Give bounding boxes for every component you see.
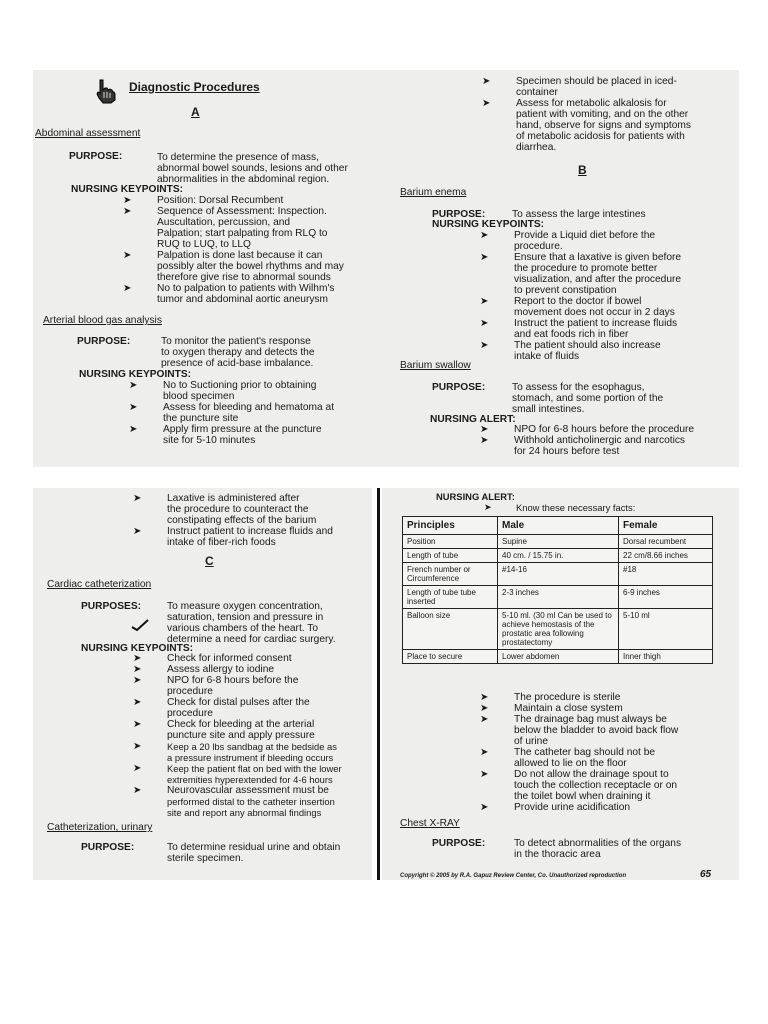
list-item: NPO for 6-8 hours before the: [167, 675, 299, 686]
copyright-notice: Copyright © 2005 by R.A. Gapuz Review Center, Co. Unauthorized reproduction: [400, 873, 627, 879]
arrowhead-bullet-icon: ➤: [480, 230, 489, 241]
list-item: site for 5-10 minutes: [163, 435, 256, 446]
table-cell: #14-16: [498, 563, 619, 586]
list-item: Assess for bleeding and hematoma at: [163, 402, 335, 413]
purpose-line: determine a need for cardiac surgery.: [167, 634, 336, 645]
list-item: Palpation is done last because it can: [157, 250, 323, 261]
table-row: [403, 549, 713, 563]
arrowhead-bullet-icon: ➤: [123, 206, 132, 217]
table-row: [403, 535, 713, 549]
purpose-line: To measure oxygen concentration,: [167, 601, 323, 612]
list-item: for 24 hours before test: [514, 446, 620, 457]
page-number: 65: [700, 869, 712, 880]
catheter-facts-table: [402, 516, 713, 664]
list-item: constipating effects of the barium: [167, 515, 317, 526]
table-cell: Lower abdomen: [498, 650, 619, 664]
keypoints-label: NURSING KEYPOINTS:: [81, 643, 194, 654]
list-item: The catheter bag should not be: [514, 747, 656, 758]
arrowhead-bullet-icon: ➤: [133, 664, 142, 675]
list-item: of urine: [514, 736, 548, 747]
list-item: NPO for 6-8 hours before the procedure: [514, 424, 695, 435]
arrowhead-bullet-icon: ➤: [480, 435, 489, 446]
table-cell: Dorsal recumbent: [619, 535, 713, 549]
table-cell: Supine: [498, 535, 619, 549]
list-item: of metabolic acidosis for patients with: [516, 131, 685, 142]
purpose-line: in the thoracic area: [514, 849, 601, 860]
arrowhead-bullet-icon: ➤: [484, 502, 492, 512]
table-cell: 22 cm/8.66 inches: [619, 549, 713, 563]
alert-intro: Know these necessary facts:: [516, 502, 636, 513]
list-item: Instruct the patient to increase fluids: [514, 318, 678, 329]
table-cell: 40 cm. / 15.75 in.: [498, 549, 619, 563]
list-item: Instruct patient to increase fluids and: [167, 526, 333, 537]
list-item: below the bladder to avoid back flow: [514, 725, 679, 736]
table-header-row: [403, 517, 713, 535]
arrowhead-bullet-icon: ➤: [133, 741, 142, 752]
purpose-label: PURPOSE:: [432, 209, 486, 220]
list-item: Withhold anticholinergic and narcotics: [514, 435, 686, 446]
table-cell: 6-9 inches: [619, 586, 713, 609]
list-item: Report to the doctor if bowel: [514, 296, 642, 307]
table-row: [403, 586, 713, 609]
heading-barium-swallow: Barium swallow: [400, 360, 471, 371]
list-item: allowed to lie on the floor: [514, 758, 627, 769]
list-item: a pressure instrument if bleeding occurs: [167, 752, 334, 763]
table-cell: 5-10 ml. (30 ml Can be used to achieve hemostasis of the prostatic area following prostatectomy: [498, 609, 619, 650]
arrowhead-bullet-icon: ➤: [480, 703, 489, 714]
list-item: intake of fiber-rich foods: [167, 537, 276, 548]
arrowhead-bullet-icon: ➤: [480, 692, 489, 703]
arrowhead-bullet-icon: ➤: [482, 76, 491, 87]
list-item: touch the collection receptacle or on: [514, 780, 678, 791]
purpose-line: To determine residual urine and obtain: [167, 842, 341, 853]
arrowhead-bullet-icon: ➤: [480, 802, 489, 813]
arrowhead-bullet-icon: ➤: [123, 283, 132, 294]
list-item: to prevent constipation: [514, 285, 617, 296]
keypoints-label: NURSING KEYPOINTS:: [71, 184, 184, 195]
list-item: Assess for metabolic alkalosis for: [516, 98, 667, 109]
arrowhead-bullet-icon: ➤: [133, 526, 142, 537]
table-cell: Length of tube: [403, 549, 498, 563]
list-item: Apply firm pressure at the puncture: [163, 424, 322, 435]
section-letter-a: A: [191, 105, 200, 119]
doc-title: Diagnostic Procedures: [129, 80, 260, 94]
list-item: Check for informed consent: [167, 653, 292, 664]
list-item: performed distal to the catheter insertion: [167, 796, 335, 807]
keypoints-label: NURSING KEYPOINTS:: [432, 219, 545, 230]
list-item: extremities hyperextended for 4-6 hours: [167, 774, 333, 785]
list-item: Maintain a close system: [514, 703, 623, 714]
purpose-line: various chambers of the heart. To: [167, 623, 319, 634]
purpose-line: To detect abnormalities of the organs: [514, 838, 682, 849]
list-item: Check for distal pulses after the: [167, 697, 310, 708]
column-header: Male: [498, 517, 619, 535]
list-item: RUQ to LUQ, to LLQ: [157, 239, 251, 250]
purpose-line: small intestines.: [512, 404, 585, 415]
table-cell: Position: [403, 535, 498, 549]
page-top-right: [372, 70, 739, 467]
list-item: Keep the patient flat on bed with the lower: [167, 763, 342, 774]
purpose-line: To assess the large intestines: [512, 209, 646, 220]
arrowhead-bullet-icon: ➤: [133, 653, 142, 664]
arrowhead-bullet-icon: ➤: [133, 697, 142, 708]
purposes-label: PURPOSES:: [81, 601, 142, 612]
table-cell: Length of tube tube inserted: [403, 586, 498, 609]
list-item: the procedure to counteract the: [167, 504, 309, 515]
list-item: Ensure that a laxative is given before: [514, 252, 682, 263]
list-item: Palpation; start palpating from RLQ to: [157, 228, 328, 239]
list-item: The procedure is sterile: [514, 692, 621, 703]
table-cell: 2-3 inches: [498, 586, 619, 609]
purpose-label: PURPOSE:: [432, 838, 486, 849]
heading-barium-enema: Barium enema: [400, 187, 467, 198]
list-item: therefore give rise to abnormal sounds: [157, 272, 331, 283]
arrowhead-bullet-icon: ➤: [133, 493, 142, 504]
list-item: and eat foods rich in fiber: [514, 329, 629, 340]
list-item: Laxative is administered after: [167, 493, 300, 504]
arrowhead-bullet-icon: ➤: [480, 252, 489, 263]
arrowhead-bullet-icon: ➤: [480, 340, 489, 351]
list-item: diarrhea.: [516, 142, 557, 153]
list-item: hand, observe for signs and symptoms: [516, 120, 691, 131]
alert-label: NURSING ALERT:: [430, 414, 516, 425]
list-item: procedure: [167, 686, 213, 697]
list-item: Do not allow the drainage spout to: [514, 769, 669, 780]
list-item: Keep a 20 lbs sandbag at the bedside as: [167, 741, 337, 752]
list-item: No to Suctioning prior to obtaining: [163, 380, 317, 391]
checkmark-icon: [131, 618, 149, 632]
heading-arterial-blood-gas: Arterial blood gas analysis: [43, 315, 162, 326]
arrowhead-bullet-icon: ➤: [133, 763, 142, 774]
arrowhead-bullet-icon: ➤: [480, 296, 489, 307]
list-item: patient with vomiting, and on the other: [516, 109, 689, 120]
list-item: the procedure to promote better: [514, 263, 658, 274]
table-row: [403, 650, 713, 664]
heading-catheterization-urinary: Catheterization, urinary: [47, 822, 153, 833]
section-letter-b: B: [578, 163, 587, 177]
heading-abdominal-assessment: Abdominal assessment: [35, 128, 141, 139]
purpose-line: sterile specimen.: [167, 853, 244, 864]
pointing-hand-icon: [95, 78, 117, 104]
purpose-line: abnormal bowel sounds, lesions and other: [157, 163, 348, 174]
list-item: movement does not occur in 2 days: [514, 307, 675, 318]
list-item: blood specimen: [163, 391, 235, 402]
arrowhead-bullet-icon: ➤: [482, 98, 491, 109]
table-cell: Balloon size: [403, 609, 498, 650]
list-item: the toilet bowl when draining it: [514, 791, 651, 802]
table-cell: Inner thigh: [619, 650, 713, 664]
table-cell: Place to secure: [403, 650, 498, 664]
section-letter-c: C: [205, 554, 214, 568]
arrowhead-bullet-icon: ➤: [133, 719, 142, 730]
page-top-left: [33, 70, 372, 467]
arrowhead-bullet-icon: ➤: [129, 380, 138, 391]
list-item: The patient should also increase: [514, 340, 661, 351]
purpose-label: PURPOSE:: [69, 151, 123, 162]
list-item: The drainage bag must always be: [514, 714, 667, 725]
purpose-line: presence of acid-base imbalance.: [161, 358, 314, 369]
purpose-line: To monitor the patient's response: [161, 336, 311, 347]
list-item: puncture site and apply pressure: [167, 730, 315, 741]
arrowhead-bullet-icon: ➤: [133, 785, 142, 796]
list-item: procedure: [167, 708, 213, 719]
heading-cardiac-catheterization: Cardiac catheterization: [47, 579, 152, 590]
keypoints-label: NURSING KEYPOINTS:: [79, 369, 192, 380]
list-item: procedure.: [514, 241, 563, 252]
column-header: Principles: [403, 517, 498, 535]
arrowhead-bullet-icon: ➤: [133, 675, 142, 686]
arrowhead-bullet-icon: ➤: [480, 714, 489, 725]
purpose-line: abnormalities in the abdominal region.: [157, 174, 330, 185]
arrowhead-bullet-icon: ➤: [480, 424, 489, 435]
arrowhead-bullet-icon: ➤: [129, 402, 138, 413]
purpose-line: To assess for the esophagus,: [512, 382, 645, 393]
list-item: Position: Dorsal Recumbent: [157, 195, 284, 206]
purpose-label: PURPOSE:: [432, 382, 486, 393]
arrowhead-bullet-icon: ➤: [480, 747, 489, 758]
arrowhead-bullet-icon: ➤: [480, 769, 489, 780]
list-item: container: [516, 87, 558, 98]
list-item: Provide urine acidification: [514, 802, 631, 813]
page-gutter-bottom: [377, 488, 380, 880]
page-bottom-left: [33, 488, 372, 880]
purpose-line: to oxygen therapy and detects the: [161, 347, 315, 358]
list-item: intake of fluids: [514, 351, 580, 362]
table-row: [403, 609, 713, 650]
list-item: possibly alter the bowel rhythms and may: [157, 261, 344, 272]
list-item: Specimen should be placed in iced-: [516, 76, 677, 87]
purpose-label: PURPOSE:: [77, 336, 131, 347]
purpose-label: PURPOSE:: [81, 842, 135, 853]
list-item: Provide a Liquid diet before the: [514, 230, 656, 241]
list-item: the puncture site: [163, 413, 239, 424]
arrowhead-bullet-icon: ➤: [129, 424, 138, 435]
purpose-line: stomach, and some portion of the: [512, 393, 664, 404]
page-bottom-right: [382, 488, 739, 880]
table-cell: #18: [619, 563, 713, 586]
list-item: Neurovascular assessment must be: [167, 785, 329, 796]
table-cell: French number or Circumference: [403, 563, 498, 586]
table-cell: 5-10 ml: [619, 609, 713, 650]
list-item: Sequence of Assessment: Inspection.: [157, 206, 327, 217]
column-header: Female: [619, 517, 713, 535]
arrowhead-bullet-icon: ➤: [123, 250, 132, 261]
table-row: [403, 563, 713, 586]
purpose-line: To determine the presence of mass,: [157, 152, 319, 163]
heading-chest-x-ray: Chest X-RAY: [400, 818, 460, 829]
purpose-line: saturation, tension and pressure in: [167, 612, 324, 623]
list-item: Auscultation, percussion, and: [157, 217, 291, 228]
list-item: tumor and abdominal aortic aneurysm: [157, 294, 329, 305]
list-item: visualization, and after the procedure: [514, 274, 682, 285]
alert-label: NURSING ALERT:: [436, 491, 515, 502]
list-item: Check for bleeding at the arterial: [167, 719, 315, 730]
list-item: site and report any abnormal findings: [167, 807, 322, 818]
list-item: No to palpation to patients with Wilhm's: [157, 283, 335, 294]
list-item: Assess allergy to iodine: [167, 664, 275, 675]
arrowhead-bullet-icon: ➤: [480, 318, 489, 329]
arrowhead-bullet-icon: ➤: [123, 195, 132, 206]
